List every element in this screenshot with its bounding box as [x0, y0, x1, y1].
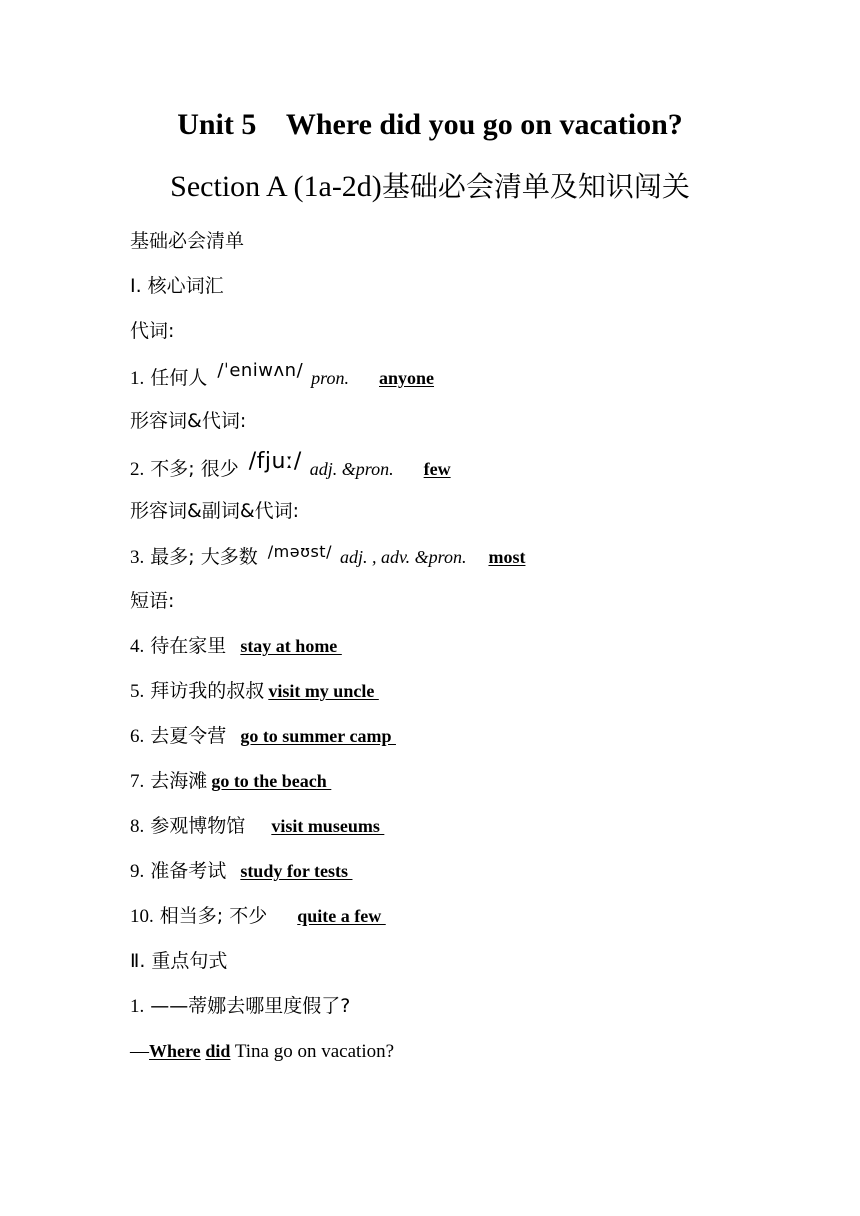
sentence-chinese: ——蒂娜去哪里度假了? [150, 995, 351, 1017]
document-title: Unit 5 Where did you go on vacation? [177, 108, 683, 141]
document-subtitle [0, 165, 860, 205]
item-answer: go to summer camp [240, 726, 396, 746]
item-chinese: 去海滩 [150, 770, 208, 792]
item-number: 7. [130, 771, 145, 792]
item-part-of-speech: pron. [311, 368, 349, 388]
item-number: 1. [130, 368, 145, 389]
category-pronoun: 代词: [130, 320, 175, 342]
item-number: 8. [130, 816, 145, 837]
item-chinese: 参观博物馆 [150, 815, 246, 837]
item-phonetic: /ˈeniwʌn/ [217, 360, 304, 381]
category-phrases: 短语: [130, 590, 175, 612]
item-answer: stay at home [240, 636, 342, 656]
item-answer: visit museums [271, 816, 385, 836]
item-chinese: 待在家里 [150, 635, 227, 657]
dash: — [130, 1041, 149, 1062]
section-basics-heading: 基础必会清单 [130, 230, 245, 252]
item-answer: most [488, 547, 526, 567]
item-chinese: 准备考试 [150, 860, 227, 882]
phrase-item-5 [130, 679, 379, 704]
phrase-item-7 [130, 769, 331, 794]
blank-1-answer: Where [149, 1041, 201, 1061]
item-chinese: 去夏令营 [150, 725, 227, 747]
item-answer: quite a few [297, 906, 386, 926]
item-number: 6. [130, 726, 145, 747]
item-chinese: 任何人 [150, 367, 208, 389]
item-answer: go to the beach [211, 771, 332, 791]
item-chinese: 最多; 大多数 [150, 546, 258, 568]
vocab-item-2 [130, 449, 451, 482]
item-phonetic: /məʊst/ [267, 542, 332, 561]
item-number: 9. [130, 861, 145, 882]
item-answer: visit my uncle [268, 681, 379, 701]
item-chinese: 拜访我的叔叔 [150, 680, 265, 702]
blank-2-answer: did [205, 1041, 231, 1061]
item-chinese: 相当多; 不少 [159, 905, 268, 927]
phrase-item-9 [130, 859, 352, 884]
item-number: 2. [130, 459, 145, 480]
subtitle-english: Section A (1a-2d) [170, 170, 382, 203]
item-part-of-speech: adj. , adv. &pron. [339, 547, 467, 567]
section-sentences-heading: Ⅱ. 重点句式 [130, 950, 228, 972]
vocab-item-3 [130, 542, 526, 570]
phrase-item-10 [130, 904, 386, 929]
item-chinese: 不多; 很少 [150, 458, 239, 480]
phrase-item-8 [130, 814, 384, 839]
item-number: 4. [130, 636, 145, 657]
item-answer: few [423, 459, 451, 479]
vocab-item-1 [130, 360, 435, 391]
category-adj-adv-pron: 形容词&副词&代词: [130, 500, 300, 522]
phrase-item-6 [130, 724, 396, 749]
item-number: 1. [130, 996, 145, 1017]
item-number: 10. [130, 906, 154, 927]
item-number: 3. [130, 547, 145, 568]
item-number: 5. [130, 681, 145, 702]
sentence-1-question [130, 994, 350, 1019]
sentence-rest: Tina go on vacation? [230, 1041, 395, 1062]
item-answer: study for tests [240, 861, 353, 881]
category-adj-pron: 形容词&代词: [130, 410, 247, 432]
sentence-1-answer [130, 1039, 394, 1064]
item-answer: anyone [379, 368, 435, 388]
item-part-of-speech: adj. &pron. [309, 459, 394, 479]
subtitle-chinese: 基础必会清单及知识闯关 [381, 170, 690, 203]
phrase-item-4 [130, 634, 342, 659]
section-vocab-heading: Ⅰ. 核心词汇 [130, 275, 224, 297]
item-phonetic: /fjuː/ [248, 449, 302, 474]
